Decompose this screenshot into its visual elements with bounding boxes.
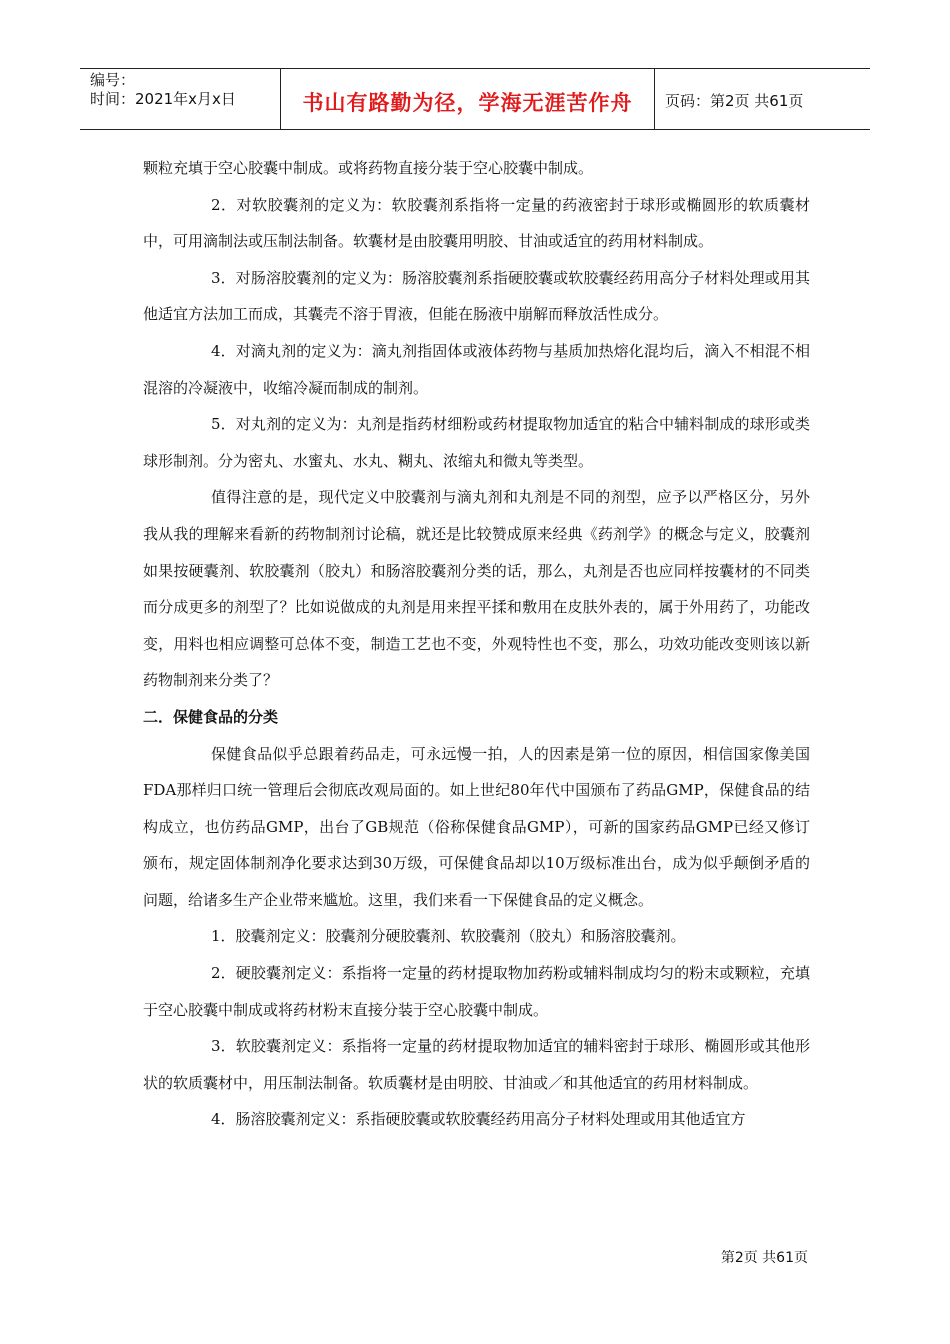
section-heading: 二．保健食品的分类 bbox=[143, 707, 279, 726]
paragraph: 1．胶囊剂定义：胶囊剂分硬胶囊剂、软胶囊剂（胶丸）和肠溶胶囊剂。 bbox=[211, 927, 686, 946]
header-info bbox=[80, 69, 280, 129]
header-motto: 书山有路勤为径，学海无涯苦作舟 bbox=[302, 91, 633, 115]
header-motto-cell bbox=[280, 69, 655, 129]
paragraph: 值得注意的是，现代定义中胶囊剂与滴丸剂和丸剂是不同的剂型，应予以严格区分，另外我从我的理解来看新的药物制剂讨论稿，就还是比较赞成原来经典《药剂学》的概念与定义，胶囊剂如果按硬囊剂、软胶囊剂（胶丸）和肠溶胶囊剂分类的话，那么，丸剂是否也应同样按囊材的不同类而分成更多的剂型了？比如说做成的丸剂是用来捏平揉和敷用在皮肤外表的，属于外用药了，功能改变，用料也相应调整可总体不变，制造工艺也不变，外观特性也不变，那么，功效功能改变则该以新药物制剂来分类了？ bbox=[143, 488, 810, 690]
header-page-cell bbox=[655, 69, 870, 129]
time-label: 时间：2021年x月x日 bbox=[90, 90, 236, 108]
paragraph: 4．对滴丸剂的定义为：滴丸剂指固体或液体药物与基质加热熔化混均后，滴入不相混不相混溶的冷凝液中，收缩冷凝而制成的制剂。 bbox=[143, 341, 810, 397]
number-label: 编号： bbox=[90, 71, 136, 89]
page-header bbox=[80, 68, 870, 130]
paragraph: 3．软胶囊剂定义：系指将一定量的药材提取物加适宜的辅料密封于球形、椭圆形或其他形状的软质囊材中，用压制法制备。软质囊材是由明胶、甘油或／和其他适宜的药用材料制成。 bbox=[143, 1037, 810, 1092]
paragraph: 2．对软胶囊剂的定义为：软胶囊剂系指将一定量的药液密封于球形或椭圆形的软质囊材中，可用滴制法或压制法制备。软囊材是由胶囊用明胶、甘油或适宜的药用材料制成。 bbox=[143, 195, 810, 251]
paragraph: 2．硬胶囊剂定义：系指将一定量的药材提取物加药粉或辅料制成均匀的粉末或颗粒，充填于空心胶囊中制成或将药材粉末直接分装于空心胶囊中制成。 bbox=[143, 964, 810, 1019]
paragraph: 5．对丸剂的定义为：丸剂是指药材细粉或药材提取物加适宜的粘合中辅料制成的球形或类球形制剂。分为密丸、水蜜丸、水丸、糊丸、浓缩丸和微丸等类型。 bbox=[143, 415, 810, 470]
paragraph: 颗粒充填于空心胶囊中制成。或将药物直接分装于空心胶囊中制成。 bbox=[143, 159, 594, 177]
document-body bbox=[143, 150, 810, 1138]
page-footer: 第2页 共61页 bbox=[720, 1250, 808, 1266]
paragraph: 3．对肠溶胶囊剂的定义为：肠溶胶囊剂系指硬胶囊或软胶囊经药用高分子材料处理或用其他适宜方法加工而成，其囊壳不溶于胃液，但能在肠液中崩解而释放活性成分。 bbox=[143, 268, 810, 324]
paragraph: 4．肠溶胶囊剂定义：系指硬胶囊或软胶囊经药用高分子材料处理或用其他适宜方 bbox=[211, 1110, 746, 1129]
header-page-label: 页码：第2页 共61页 bbox=[665, 92, 804, 110]
paragraph: 保健食品似乎总跟着药品走，可永远慢一拍，人的因素是第一位的原因，相信国家像美国FDA那样归口统一管理后会彻底改观局面的。如上世纪80年代中国颁布了药品GMP，保健食品的结构成立，也仿药品GMP，出台了GB规范（俗称保健食品GMP），可新的国家药品GMP已经又修订颁布，规定固体制剂净化要求达到30万级，可保健食品却以10万级标准出台，成为似乎颠倒矛盾的问题，给诸多生产企业带来尴尬。这里，我们来看一下保健食品的定义概念。 bbox=[143, 744, 810, 909]
